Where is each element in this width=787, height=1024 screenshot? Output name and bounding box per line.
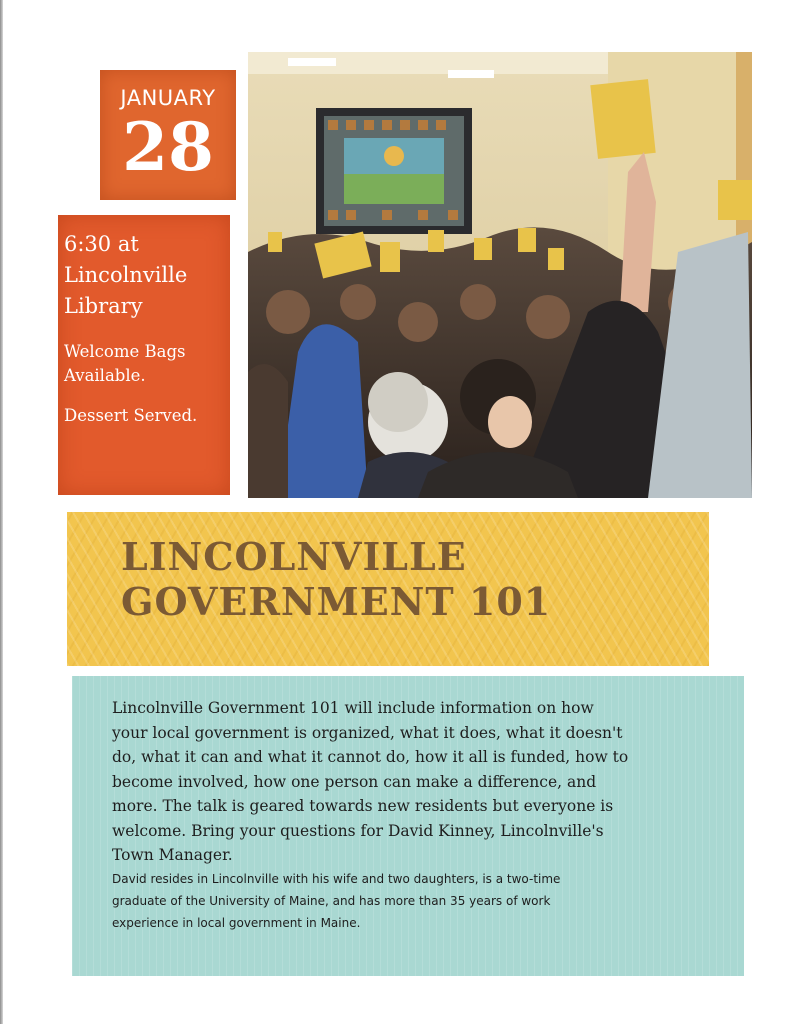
title-line-2: GOVERNMENT 101 <box>121 579 552 624</box>
description-line: do, what it can and what it cannot do, how it all is funded, how to <box>112 748 629 766</box>
speaker-bio <box>112 868 704 934</box>
event-title <box>121 534 551 624</box>
welcome-bags-note <box>64 340 230 388</box>
title-band <box>67 512 709 666</box>
welcome-line: Available. <box>64 366 146 385</box>
place-line: Library <box>64 294 143 318</box>
time-line: 6:30 at <box>64 232 139 256</box>
title-line-1: LINCOLNVILLE <box>121 534 467 579</box>
date-box <box>100 70 236 200</box>
description-line: Town Manager. <box>112 846 233 864</box>
scan-edge <box>0 0 3 1024</box>
description-text <box>112 696 704 868</box>
description-box <box>72 676 744 976</box>
dessert-note: Dessert Served. <box>64 406 198 425</box>
town-meeting-photo <box>248 52 752 498</box>
description-line: become involved, how one person can make a difference, and <box>112 772 597 791</box>
event-time-place <box>64 229 230 322</box>
description-line: welcome. Bring your questions for David Kinney, Lincolnville's <box>112 821 604 840</box>
date-month: JANUARY <box>120 86 216 110</box>
description-line: Lincolnville Government 101 will include information on how <box>112 699 594 717</box>
bio-line: experience in local government in Maine. <box>112 915 361 930</box>
event-info-box <box>58 215 230 495</box>
place-line: Lincolnville <box>64 263 188 287</box>
bio-line: David resides in Lincolnville with his wife and two daughters, is a two-time <box>112 871 561 886</box>
bio-line: graduate of the University of Maine, and has more than 35 years of work <box>112 893 551 908</box>
date-day: 28 <box>122 108 214 186</box>
town-meeting-photo-illustration <box>248 52 752 498</box>
description-line: more. The talk is geared towards new residents but everyone is <box>112 797 614 815</box>
welcome-line: Welcome Bags <box>64 342 186 361</box>
description-line: your local government is organized, what it does, what it doesn't <box>112 723 623 742</box>
